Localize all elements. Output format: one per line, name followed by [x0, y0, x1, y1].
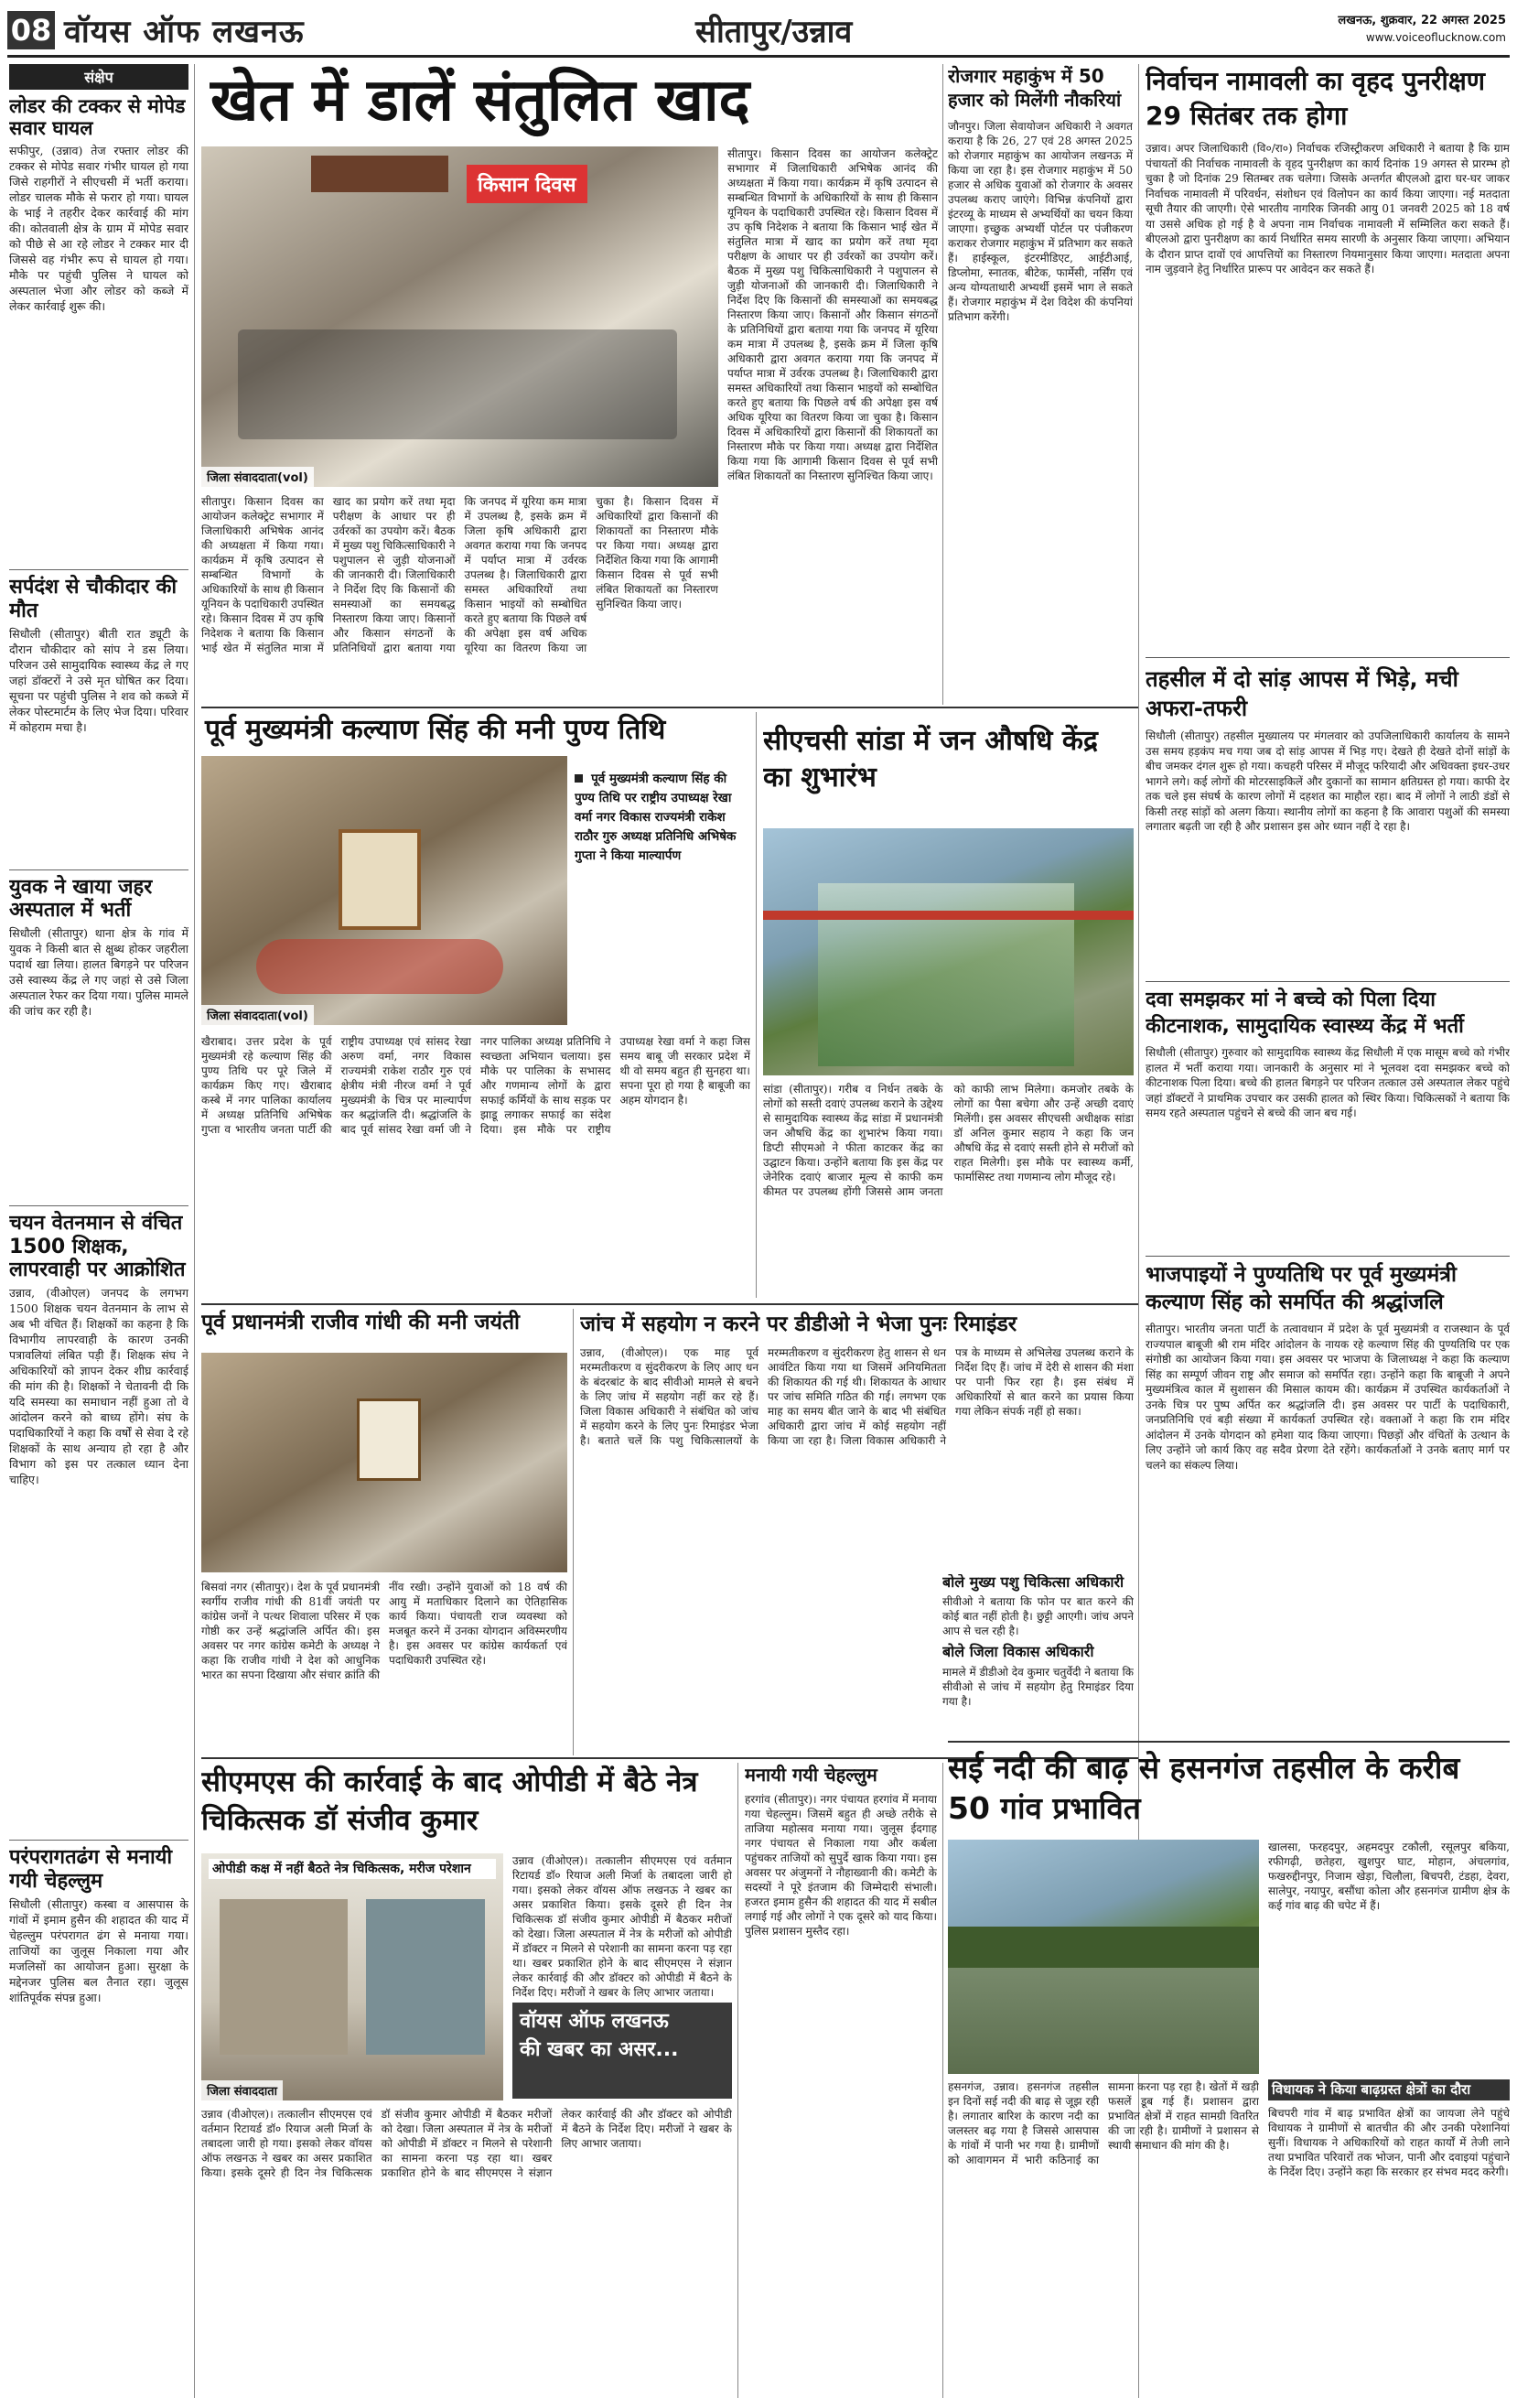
photo-caption: जिला संवाददाता [201, 2080, 283, 2100]
ddo-body: उन्नाव, (वीओएल)। एक माह पूर्व मरम्मतीकरण व सुंदरीकरण के लिए आए धन के बंदरबांट के बाद सीवीओ मामले से बचने के लिए जांच में सहयोग नहीं कर रहे हैं। जिला विकास अधिकारी ने संबंधित को जांच में सहयोग करने के लिए पुनः रिमाइंडर भेजा है। बताते चलें कि पशु चिकित्सालयों के मरम्मतीकरण व सुंदरीकरण हेतु शासन से धन आवंटित किया गया था जिसमें अनियमितता की शिकायत की गई थी। शिकायत के आधार पर जांच समिति गठित की गई। लगभग एक माह का समय बीत जाने के बाद भी संबंधित अधिकारी द्वारा जांच में कोई सहयोग नहीं किया जा रहा है। जिला विकास अधिकारी ने पत्र के माध्यम से अभिलेख उपलब्ध कराने के निर्देश दिए हैं। जांच में देरी से शासन की मंशा पर पानी फिर रहा है। इस संबंध में अधिकारियों से बात करने का प्रयास किया गया लेकिन संपर्क नहीं हो सका। [580, 1346, 1134, 1447]
kalyan-bullet: पूर्व मुख्यमंत्री कल्याण सिंह की पुण्य तिथि पर राष्ट्रीय उपाध्यक्ष रेखा वर्मा नगर विकास राज्यमंत्री राकेश राठौर गुरु अध्यक्ष प्रतिनिधि अभिषेक गुप्ता ने किया माल्यार्पण [575, 772, 737, 863]
masthead [7, 7, 1510, 53]
brief-text: उन्नाव, (वीओएल) जनपद के लगभग 1500 शिक्षक चयन वेतनमान के लाभ से अब भी वंचित हैं। शिक्षकों का कहना है कि विभागीय लापरवाही के कारण उनकी पत्रावलियां लंबित पड़ी हैं। शिक्षक संघ ने अधिकारियों को ज्ञापन देकर शीघ्र कार्रवाई की मांग की है। शिक्षकों ने चेतावनी दी कि यदि समस्या का समाधान नहीं हुआ तो वे आंदोलन करने को बाध्य होंगे। संघ के पदाधिकारियों ने कहा कि वर्षों से सेवा दे रहे शिक्षकों के साथ अन्याय हो रहा है और विभाग को इस पर तत्काल ध्यान देना चाहिए। [9, 1286, 188, 1487]
ad-line2: की खबर का असर... [520, 2038, 679, 2062]
briefs-column [9, 64, 188, 2398]
flood-body: हसनगंज, उन्नाव। हसनगंज तहसील इन दिनों सई नदी की बाढ़ से जूझ रही है। लगातार बारिश के कारण नदी का जलस्तर बढ़ गया है जिससे आसपास के गांवों में पानी भर गया है। ग्रामीणों को आवागमन में भारी कठिनाई का सामना करना पड़ रहा है। खेतों में खड़ी फसलें डूब गई हैं। प्रशासन द्वारा प्रभावित क्षेत्रों में राहत सामग्री वितरित की जा रही है। ग्रामीणों ने प्रशासन से स्थायी समाधान की मांग की है। [948, 2080, 1259, 2166]
sanda-clash-body: सिधौली (सीतापुर) तहसील मुख्यालय पर मंगलवार को उपजिलाधिकारी कार्यालय के सामने उस समय हड़कंप मच गया जब दो सांड़ आपस में भिड़ गए। देखते ही देखते दोनों सांड़ों के बीच जमकर दंगल शुरू हो गया। कचहरी परिसर में मौजूद फरियादी और अधिवक्ता इधर-उधर भागने लगे। कई लोगों की मोटरसाइकिलें और दुकानों का सामान क्षतिग्रस्त हो गया। काफी देर तक चले इस संघर्ष के कारण लोगों में दहशत का माहौल रहा। बाद में लोगों ने लाठी डंडों से किसी तरह सांड़ों को अलग किया। स्थानीय लोगों का कहना है कि आवारा पशुओं की समस्या लगातार बढ़ती जा रही है और प्रशासन इस ओर ध्यान नहीं दे रहा है। [1146, 729, 1510, 833]
rozgar-body: जौनपुर। जिला सेवायोजन अधिकारी ने अवगत कराया है कि 26, 27 एवं 28 अगस्त 2025 को रोजगार महाकुंभ का आयोजन लखनऊ में किया जा रहा है। इस रोजगार महाकुंभ में 50 हजार से अधिक युवाओं को रोजगार के अवसर उपलब्ध कराए जाएंगे। विभिन्न कंपनियों द्वारा इंटरव्यू के माध्यम से अभ्यर्थियों का चयन किया जाएगा। इच्छुक अभ्यर्थी पोर्टल पर पंजीकरण कराकर रोजगार महाकुंभ में प्रतिभाग कर सकते हैं। हाईस्कूल, इंटरमीडिएट, आईटीआई, डिप्लोमा, स्नातक, बीटेक, फार्मेसी, नर्सिंग एवं अन्य योग्यताधारी अभ्यर्थी इसमें भाग ले सकते हैं। रोजगार महाकुंभ में देश विदेश की कंपनियां प्रतिभाग करेंगी। [948, 120, 1133, 323]
lead-photo [201, 146, 718, 487]
cms-clipping-photo [201, 1853, 503, 2100]
ddo-sub2-text: मामले में डीडीओ देव कुमार चतुर्वेदी ने बताया कि सीवीओ से जांच में सहयोग हेतु रिमाइंडर दिया गया है। [942, 1665, 1134, 1708]
kalyan-body: खैराबाद। उत्तर प्रदेश के पूर्व मुख्यमंत्री रहे कल्याण सिंह की पुण्य तिथि पर पूरे जिले में कार्यक्रम किए गए। खैराबाद कस्बे में नगर पालिका कार्यालय में अध्यक्ष प्रतिनिधि अभिषेक गुप्ता व भारतीय जनता पार्टी की राष्ट्रीय उपाध्यक्ष एवं सांसद रेखा अरुण वर्मा, नगर विकास राज्यमंत्री राकेश राठौर गुरु एवं क्षेत्रीय मंत्री नीरज वर्मा ने पूर्व मुख्यमंत्री के चित्र पर माल्यार्पण कर श्रद्धांजलि दी। श्रद्धांजलि के बाद पूर्व सांसद रेखा वर्मा जी ने नगर पालिका अध्यक्ष प्रतिनिधि ने स्वच्छता अभियान चलाया। इस मौके पर पालिका के सभासद और गणमान्य लोगों के द्वारा सफाई कर्मियों के साथ सड़क पर झाडू लगाकर सफाई का संदेश दिया। इस मौके पर राष्ट्रीय उपाध्यक्ष रेखा वर्मा ने कहा जिस समय बाबू जी सरकार प्रदेश में थी वो समय बहुत ही सुनहरा था। सपना पूरा हो गया है बाबूजी का अहम योगदान है। [201, 1035, 750, 1136]
medicine-story [1146, 987, 1510, 1252]
bullet-icon [575, 774, 583, 783]
page-number: 08 [7, 11, 55, 49]
rozgar-story [948, 64, 1133, 705]
lead-body: सीतापुर। किसान दिवस का आयोजन कलेक्ट्रेट सभागार में जिलाधिकारी अभिषेक आनंद की अध्यक्षता में किया गया। कार्यक्रम में कृषि उत्पादन से सम्बन्धित विभागों के अधिकारियों के साथ ही किसान यूनियन के पदाधिकारी उपस्थित रहे। किसान दिवस में उप कृषि निदेशक ने बताया कि किसान भाई खेत में संतुलित मात्रा में खाद का प्रयोग करें तथा मृदा परीक्षण के आधार पर ही उर्वरकों का उपयोग करें। बैठक में मुख्य पशु चिकित्साधिकारी ने पशुपालन से जुड़ी योजनाओं की जानकारी दी। जिलाधिकारी ने निर्देश दिए कि किसानों की समस्याओं का समयबद्ध निस्तारण किया जाए। किसानों और किसान संगठनों के प्रतिनिधियों द्वारा बताया गया कि जनपद में यूरिया कम मात्रा में उपलब्ध है, इसके क्रम में जिला कृषि अधिकारी द्वारा अवगत कराया गया कि जनपद में पर्याप्त मात्रा में उर्वरक उपलब्ध है। जिलाधिकारी द्वारा समस्त अधिकारियों तथा किसान भाइयों को सम्बोधित करते हुए बताया कि पिछले वर्ष की अपेक्षा इस वर्ष अधिक यूरिया का वितरण किया जा चुका है। किसान दिवस में अधिकारियों द्वारा किसानों की शिकायतों का निस्तारण मौके पर किया गया। अध्यक्ष द्वारा निर्देशित किया गया कि आगामी किसान दिवस से पूर्व सभी लंबित शिकायतों का निस्तारण सुनिश्चित किया जाए। [201, 495, 718, 654]
cms-body: उन्नाव (वीओएल)। तत्कालीन सीएमएस एवं वर्तमान रिटायर्ड डॉ० रियाज अली मिर्जा के तबादला जारी हो गया। इसको लेकर वॉयस ऑफ लखनऊ ने खबर का असर प्रकाशित किया। इसके दूसरे ही दिन नेत्र चिकित्सक डॉ संजीव कुमार ओपीडी में बैठकर मरीजों को देखा। जिला अस्पताल में नेत्र के मरीजों को ओपीडी में डॉक्टर न मिलने से परेशानी का सामना करना पड़ रहा था। खबर प्रकाशित होने के बाद सीएमएस ने संज्ञान लेकर कार्रवाई की और डॉक्टर को ओपीडी में बैठने के निर्देश दिए। मरीजों ने खबर के लिए आभार जताया। [201, 2108, 732, 2179]
brief-title: लोडर की टक्कर से मोपेड सवार घायल [9, 95, 186, 140]
ddo-headline: जांच में सहयोग न करने पर डीडीओ ने भेजा पुनः रिमाइंडर [580, 1312, 1017, 1336]
brief-item [9, 1212, 188, 1834]
sanda-clash-headline: तहसील में दो सांड़ आपस में भिड़े, मची अफरा-तफरी [1146, 666, 1458, 721]
brief-item [9, 876, 188, 1201]
photo-caption: जिला संवाददाता(vol) [201, 1005, 314, 1025]
flood-sub-text: बिचपरी गांव में बाढ़ प्रभावित क्षेत्रों का जायजा लेने पहुंचे विधायक ने ग्रामीणों से बातचीत की और उनकी परेशानियां सुनीं। विधायक ने अधिकारियों को राहत कार्यों में तेजी लाने तथा प्रभावित परिवारों तक भोजन, पानी और दवाइयां पहुंचाने के निर्देश दिए। उन्होंने कहा कि सरकार हर संभव मदद करेगी। [1268, 2107, 1510, 2179]
clipping-headline: ओपीडी कक्ष में नहीं बैठते नेत्र चिकित्सक, मरीज परेशान [209, 1859, 496, 1879]
chc-headline: सीएचसी सांडा में जन औषधि केंद्र का शुभारंभ [763, 725, 1098, 794]
brief-title: चयन वेतनमान से वंचित 1500 शिक्षक, लापरवाही पर आक्रोशित [9, 1212, 186, 1282]
brief-text: सफीपुर, (उन्नाव) तेज रफ्तार लोडर की टक्कर से मोपेड सवार गंभीर घायल हो गया जिसे राहगीरों ने सीएचसी में भर्ती कराया। लोडर चालक मौके से फरार हो गया। घायल के भाई ने तहरीर देकर कार्रवाई की मांग की। कोतवाली क्षेत्र के ग्राम में मोपेड सवार को पीछे से आ रहे लोडर ने टक्कर मार दी जिससे वह गंभीर रूप से घायल हो गया। मौके पर पहुंची पुलिस ने घायल को अस्पताल भेजा और लोडर को कब्जे में लेकर कार्रवाई शुरू की। [9, 144, 188, 314]
brief-text: सिधौली (सीतापुर) कस्बा व आसपास के गांवों में इमाम हुसैन की शहादत की याद में चेहल्लुम परंपरागत ढंग से मनाया गया। ताजियों का जुलूस निकाला गया और मजलिसों का आयोजन हुआ। सुरक्षा के मद्देनजर पुलिस बल तैनात रहा। जुलूस शांतिपूर्वक संपन्न हुआ। [9, 1896, 188, 2004]
bjp-tribute-story [1146, 1261, 1510, 1737]
cms-body-right: उन्नाव (वीओएल)। तत्कालीन सीएमएस एवं वर्तमान रिटायर्ड डॉ० रियाज अली मिर्जा के तबादला जारी हो गया। इसको लेकर वॉयस ऑफ लखनऊ ने खबर का असर प्रकाशित किया। इसके दूसरे ही दिन नेत्र चिकित्सक डॉ संजीव कुमार ओपीडी में बैठकर मरीजों को देखा। जिला अस्पताल में नेत्र के मरीजों को ओपीडी में डॉक्टर न मिलने से परेशानी का सामना करना पड़ रहा था। खबर प्रकाशित होने के बाद सीएमएस ने संज्ञान लेकर कार्रवाई की और डॉक्टर को ओपीडी में बैठने के निर्देश दिए। मरीजों ने खबर के लिए आभार जताया। [512, 1854, 732, 1999]
chc-body: सांडा (सीतापुर)। गरीब व निर्धन तबके के लोगों को सस्ती दवाएं उपलब्ध कराने के उद्देश्य से सामुदायिक स्वास्थ्य केंद्र सांडा में प्रधानमंत्री जन औषधि केंद्र का शुभारंभ किया गया। डिप्टी सीएमओ ने फीता काटकर केंद्र का उद्घाटन किया। उन्होंने बताया कि इस केंद्र पर जेनेरिक दवाएं बाजार मूल्य से काफी कम कीमत पर उपलब्ध होंगी जिससे आम जनता को काफी लाभ मिलेगा। कमजोर तबके के लोगों का पैसा बचेगा और उन्हें अच्छी दवाएं मिलेंगी। इस अवसर सीएचसी अधीक्षक सांडा डॉ अनिल कुमार सहाय ने कहा कि जन औषधि केंद्र से दवाएं सस्ती होने से मरीजों को राहत मिलेगी। इस मौके पर स्वास्थ्य कर्मी, फार्मासिस्ट तथा गणमान्य लोग मौजूद रहे। [763, 1083, 1134, 1198]
electoral-headline: निर्वाचन नामावली का वृहद पुनरीक्षण 29 सितंबर तक होगा [1146, 66, 1486, 131]
rozgar-headline: रोजगार महाकुंभ में 50 हजार को मिलेंगी नौकरियां [948, 65, 1122, 111]
kalyan-headline: पूर्व मुख्यमंत्री कल्याण सिंह की मनी पुण्य तिथि [205, 714, 666, 746]
brief-title: परंपरागतढंग से मनायी गयी चेहल्लुम [9, 1846, 173, 1893]
electoral-body: उन्नाव। अपर जिलाधिकारी (वि०/रा०) निर्वाचक रजिस्ट्रीकरण अधिकारी ने बताया है कि ग्राम पंचायतों की निर्वाचक नामावली के वृहद पुनरीक्षण का कार्य दिनांक 19 अगस्त से प्रारम्भ हो चुका है जो दिनांक 29 सितम्बर तक चलेगा। जिसके अन्तर्गत बीएलओ द्वारा घर-घर जाकर निर्वाचक नामावली में परिवर्धन, संशोधन एवं विलोपन का कार्य किया जाएगा। नई मतदाता सूची तैयार की जाएगी। ऐसे भारतीय नागरिक जिनकी आयु 01 जनवरी 2025 को 18 वर्ष या उससे अधिक हो गई है वे अपना नाम निर्वाचक नामावली में सम्मिलित करा सकते हैं। बीएलओ द्वारा पुनरीक्षण का कार्य निर्धारित समय सारणी के अनुसार किया जाएगा। अभियान के दौरान प्राप्त दावों एवं आपत्तियों का निस्तारण नियमानुसार किया जाएगा। मतदाता अपना नाम जुड़वाने हेतु निर्धारित प्रारूप पर आवेदन कर सकते हैं। [1146, 142, 1510, 275]
medicine-headline: दवा समझकर मां ने बच्चे को पिला दिया कीटनाशक, सामुदायिक स्वास्थ्य केंद्र में भर्ती [1146, 988, 1464, 1038]
flood-sub-heading: विधायक ने किया बाढ़ग्रस्त क्षेत्रों का दौरा [1268, 2079, 1510, 2100]
flood-sub-section [1268, 2079, 1510, 2398]
rajiv-body: बिसवां नगर (सीतापुर)। देश के पूर्व प्रधानमंत्री स्वर्गीय राजीव गांधी की 81वीं जयंती पर कांग्रेस जनों ने पत्थर शिवाला परिसर में एक गोष्ठी कर उन्हें श्रद्धांजलि अर्पित की। इस अवसर पर नगर कांग्रेस कमेटी के अध्यक्ष ने कहा कि राजीव गांधी ने देश को आधुनिक भारत का सपना दिखाया और संचार क्रांति की नींव रखी। उन्होंने युवाओं को 18 वर्ष की आयु में मताधिकार दिलाने का ऐतिहासिक कार्य किया। पंचायती राज व्यवस्था को मजबूत करने में उनका योगदान अविस्मरणीय है। इस अवसर पर कांग्रेस कार्यकर्ता एवं पदाधिकारी उपस्थित रहे। [201, 1581, 567, 1681]
cms-impact-ad [512, 2003, 732, 2099]
chehlum-headline: मनायी गयी चेहल्लुम [745, 1764, 877, 1786]
medicine-body: सिधौली (सीतापुर) गुरुवार को सामुदायिक स्वास्थ्य केंद्र सिधौली में एक मासूम बच्चे को गंभीर हालत में भर्ती कराया गया। जानकारी के अनुसार मां ने भूलवश दवा समझकर बच्चे को कीटनाशक पिला दिया। बच्चे की हालत बिगड़ने पर परिजन तत्काल उसे अस्पताल लेकर पहुंचे जहां डॉक्टरों ने प्राथमिक उपचार कर उसकी हालत को स्थिर किया। चिकित्सकों ने बताया कि समय रहते अस्पताल पहुंचने से बच्चे की जान बच गई। [1146, 1046, 1510, 1119]
ddo-sub2-heading: बोले जिला विकास अधिकारी [942, 1643, 1094, 1661]
brief-text: सिधौली (सीतापुर) थाना क्षेत्र के गांव में युवक ने किसी बात से क्षुब्ध होकर जहरीला पदार्थ खा लिया। हालत बिगड़ने पर परिजन उसे स्वास्थ्य केंद्र ले गए जहां से उसे जिला अस्पताल रेफर कर दिया गया। पुलिस मामले की जांच कर रही है। [9, 926, 188, 1019]
bjp-tribute-body: सीतापुर। भारतीय जनता पार्टी के तत्वावधान में प्रदेश के पूर्व मुख्यमंत्री व राजस्थान के पूर्व राज्यपाल बाबूजी श्री राम मंदिर आंदोलन के नायक रहे कल्याण सिंह की पुण्यतिथि पर एक संगोष्ठी का आयोजन किया गया। इस अवसर पर भाजपा के जिलाध्यक्ष ने कहा कि कल्याण सिंह का सम्पूर्ण जीवन राष्ट्र और समाज को समर्पित रहा। उन्होंने कहा कि बाबूजी ने अपने मुख्यमंत्रित्व काल में सुशासन की मिसाल कायम की। कार्यक्रम में उपस्थित कार्यकर्ताओं ने उनके चित्र पर पुष्प अर्पित कर श्रद्धांजलि दी। इस अवसर पर पार्टी के पदाधिकारी, जनप्रतिनिधि एवं बड़ी संख्या में कार्यकर्ता उपस्थित रहे। वक्ताओं ने कहा कि राम मंदिर आंदोलन में उनके योगदान को हमेशा याद किया जाएगा। पिछड़ों और वंचितों के उत्थान के लिए उन्होंने जो कार्य किए वह सदैव प्रेरणा देते रहेंगे। कार्यकर्ताओं ने उनके बताए मार्ग पर चलने का संकल्प लिया। [1146, 1323, 1510, 1472]
bjp-tribute-headline: भाजपाइयों ने पुण्यतिथि पर पूर्व मुख्यमंत्री कल्याण सिंह को समर्पित की श्रद्धांजलि [1146, 1263, 1457, 1314]
brief-item [9, 95, 188, 564]
brief-item [9, 1846, 188, 2281]
chehlum-story [745, 1763, 937, 2398]
brief-title: सर्पदंश से चौकीदार की मौत [9, 576, 178, 622]
ad-line1: वॉयस ऑफ लखनऊ [520, 2010, 669, 2033]
paper-name: वॉयस ऑफ लखनऊ [64, 14, 305, 50]
lead-body-right: सीतापुर। किसान दिवस का आयोजन कलेक्ट्रेट सभागार में जिलाधिकारी अभिषेक आनंद की अध्यक्षता में किया गया। कार्यक्रम में कृषि उत्पादन से सम्बन्धित विभागों के अधिकारियों के साथ ही किसान यूनियन के पदाधिकारी उपस्थित रहे। किसान दिवस में उप कृषि निदेशक ने बताया कि किसान भाई खेत में संतुलित मात्रा में खाद का प्रयोग करें तथा मृदा परीक्षण के आधार पर ही उर्वरकों का उपयोग करें। बैठक में मुख्य पशु चिकित्साधिकारी ने पशुपालन से जुड़ी योजनाओं की जानकारी दी। जिलाधिकारी ने निर्देश दिए कि किसानों की समस्याओं का समयबद्ध निस्तारण किया जाए। किसानों और किसान संगठनों के प्रतिनिधियों द्वारा बताया गया कि जनपद में यूरिया कम मात्रा में उपलब्ध है, इसके क्रम में जिला कृषि अधिकारी द्वारा अवगत कराया गया कि जनपद में पर्याप्त मात्रा में उर्वरक उपलब्ध है। जिलाधिकारी द्वारा समस्त अधिकारियों तथा किसान भाइयों को सम्बोधित करते हुए बताया कि पिछले वर्ष की अपेक्षा इस वर्ष अधिक यूरिया का वितरण किया जा चुका है। किसान दिवस में अधिकारियों द्वारा किसानों की शिकायतों का निस्तारण मौके पर किया गया। अध्यक्ष द्वारा निर्देशित किया गया कि आगामी किसान दिवस से पूर्व सभी लंबित शिकायतों का निस्तारण सुनिश्चित किया जाए। [727, 147, 938, 482]
electoral-story [1146, 64, 1510, 650]
ddo-sub1-heading: बोले मुख्य पशु चिकित्सा अधिकारी [942, 1574, 1124, 1591]
brief-title: युवक ने खाया जहर अस्पताल में भर्ती [9, 875, 153, 923]
website: www.voiceoflucknow.com [1365, 31, 1506, 44]
briefs-label: संक्षेप [9, 64, 188, 90]
sanda-clash-story [1146, 664, 1510, 976]
flood-photo [948, 1840, 1259, 2074]
photo-banner: किसान दिवस [467, 165, 587, 203]
brief-item [9, 576, 188, 864]
ddo-sub-section [942, 1574, 1134, 1753]
rajiv-headline: पूर्व प्रधानमंत्री राजीव गांधी की मनी जयंती [201, 1311, 521, 1334]
flood-headline: सई नदी की बाढ़ से हसनगंज तहसील के करीब 50 गांव प्रभावित [948, 1750, 1460, 1826]
ddo-sub1-text: सीवीओ ने बताया कि फोन पर बात करने की कोई बात नहीं होती है। छुट्टी आएगी। जांच अपने आप से चल रही है। [942, 1595, 1134, 1638]
cms-headline: सीएमएस की कार्रवाई के बाद ओपीडी में बैठे नेत्र चिकित्सक डॉ संजीव कुमार [201, 1766, 698, 1837]
brief-text: सिधौली (सीतापुर) बीती रात ड्यूटी के दौरान चौकीदार को सांप ने डस लिया। परिजन उसे सामुदायिक स्वास्थ्य केंद्र ले गए जहां डॉक्टरों ने उसे मृत घोषित कर दिया। सूचना पर पहुंची पुलिस ने शव को कब्जे में लेकर पोस्टमार्टम के लिए भेज दिया। परिवार में कोहराम मचा है। [9, 626, 188, 734]
dateline: लखनऊ, शुक्रवार, 22 अगस्त 2025 [1338, 14, 1506, 27]
kalyan-photo [201, 756, 567, 1025]
section-name: सीतापुर/उन्नाव [695, 14, 853, 50]
rajiv-photo [201, 1353, 567, 1572]
chc-photo [763, 828, 1134, 1075]
chehlum-body: हरगांव (सीतापुर)। नगर पंचायत हरगांव में मनाया गया चेहल्लुम। जिसमें बहुत ही अच्छे तरीके से ताजिया महोत्सव मनाया गया। जुलूस ईदगाह नगर पंचायत से निकाला गया और कर्बला पहुंचकर ताजियों को सुपुर्दे खाक किया गया। इस अवसर पर अंजुमनों ने नौहाख्वानी की। कमेटी के सदस्यों ने पूरे इंतजाम की जिम्मेदारी संभाली। हजरत इमाम हुसैन की शहादत की याद में सबील लगाई गई और लोगों ने एक दूसरे को याद किया। पुलिस प्रशासन मुस्तैद रहा। [745, 1793, 937, 1938]
photo-caption: जिला संवाददाता(vol) [201, 467, 314, 487]
flood-villages: खालसा, फरहदपुर, अहमदपुर टकौली, रसूलपुर बकिया, रफीगढ़ी, छतेहरा, खुशपुर घाट, मोहान, अंचलगांव, फखरुद्दीनपुर, निजाम खेड़ा, चिलौला, बिचपरी, टंडहा, देवरा, सालेपुर, नयापुर, बसौंधा कोला और हसनगंज ग्रामीण क्षेत्र के कई गांव बाढ़ की चपेट में हैं। [1268, 1841, 1510, 1912]
lead-headline: खेत में डालें संतुलित खाद [210, 67, 750, 135]
